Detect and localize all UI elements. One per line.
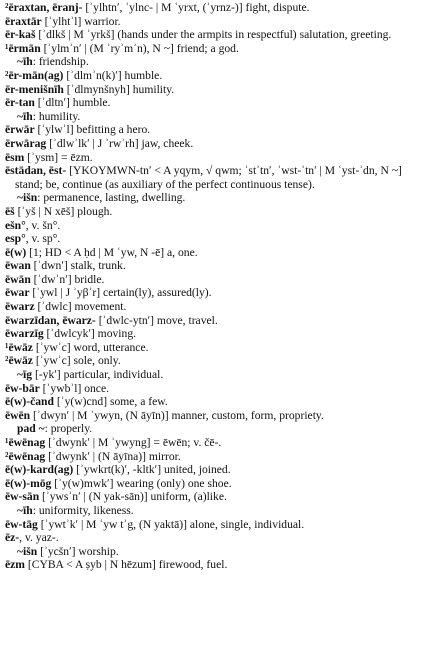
dictionary-entry [5, 15, 430, 29]
entry-headword: ēwar [5, 286, 30, 300]
dictionary-entry [5, 477, 430, 491]
entry-definition: [ʾylhtʾl] warrior. [41, 14, 121, 28]
entry-headword: ēr-tan [5, 96, 35, 110]
entry-definition: [ʾdlwʾlkʹ | J ʾrwʾrh] jaw, cheek. [46, 136, 194, 150]
entry-headword: ~išn [17, 544, 38, 558]
entry-definition: [ʾdwynʹ | M ʾywyn, (N āyīn)] manner, custom, form, propriety. [30, 408, 324, 422]
entry-headword: ēzm [5, 558, 25, 572]
entry-definition: [ʾdwlc-ytnʹ] move, travel. [95, 313, 218, 327]
entry-headword: ~īg [17, 368, 33, 382]
entry-headword: ēraxtār [5, 14, 42, 28]
entry-definition: , v. šn°. [25, 218, 61, 232]
entry-definition: [ʾdlmynšnyh] humility. [63, 82, 175, 96]
entry-definition: [ʾywtʾkʹ | M ʿyw tʾg, (N yaktā)] alone, single, individual. [37, 517, 305, 531]
entry-headword: ~īh [17, 55, 33, 69]
entry-headword: ēwarz [5, 300, 35, 314]
entry-definition: [ʾywʾc] sole, only. [32, 354, 121, 368]
entry-headword: ēwān [5, 272, 31, 286]
dictionary-entry [5, 259, 430, 273]
entry-definition: [ʾdwynkʹ | (N āyīna)] mirror. [45, 449, 181, 463]
entry-definition: [CYBA < A ṣyb | N hēzum] firewood, fuel. [24, 558, 228, 572]
dictionary-entry [5, 300, 430, 314]
entry-definition: : humility. [32, 109, 81, 123]
entry-headword: ēwan [5, 259, 31, 273]
dictionary-entry [5, 42, 430, 56]
entry-headword: ēwarzīg [5, 327, 44, 341]
dictionary-entry [5, 341, 430, 355]
entry-definition: [ʾywʾc] word, utterance. [32, 340, 149, 354]
entry-definition: [-ykʹ] particular, individual. [32, 368, 164, 382]
dictionary-entry [5, 368, 430, 382]
entry-headword: ¹ērmān [5, 41, 41, 55]
dictionary-entry [5, 463, 430, 477]
entry-definition: , v. sp°. [25, 232, 61, 246]
entry-headword: ¹ēwēnag [5, 436, 46, 449]
dictionary-entry [5, 354, 430, 368]
dictionary-entry [5, 151, 430, 165]
dictionary-entry [5, 137, 430, 151]
entry-definition: , v. yaz-. [19, 531, 59, 545]
dictionary-entry [5, 382, 430, 396]
entry-headword: esp° [5, 232, 26, 246]
dictionary-entry [5, 246, 430, 260]
dictionary-entry [5, 219, 430, 233]
entry-headword: ēstādan, ēst- [5, 164, 67, 178]
entry-headword: ēwarzīdan, ēwarz- [5, 313, 96, 327]
dictionary-entry [5, 518, 430, 532]
entry-definition: : properly. [44, 422, 93, 436]
entry-definition: [ʾdwynkʹ | M ʾywyng] = ēwēn; v. čē-. [45, 436, 222, 449]
entry-definition: [ʾywbʾl] once. [39, 381, 109, 395]
entry-definition: [ʾylwʾl] befitting a hero. [34, 123, 151, 137]
dictionary-entry [5, 191, 430, 205]
dictionary-entry [5, 545, 430, 559]
entry-definition: [ʾdlmʾn(k)ʹ] humble. [63, 68, 163, 82]
entry-headword: ēr-kaš [5, 28, 36, 42]
dictionary-entry [5, 436, 430, 450]
entry-headword: ¹ēwāz [5, 340, 33, 354]
entry-headword: ~īh [17, 503, 33, 517]
entry-list [5, 1, 430, 572]
entry-definition: [ʾyš | N xēš] plough. [14, 204, 113, 218]
dictionary-entry [5, 232, 430, 246]
entry-definition: : friendship. [32, 55, 89, 69]
entry-headword: ēsm [5, 150, 25, 164]
entry-definition: [ʾdwnʹ] stalk, trunk. [30, 259, 126, 273]
entry-headword: ešn° [5, 218, 26, 232]
entry-headword: ēw-tāg [5, 517, 38, 531]
dictionary-entry [5, 55, 430, 69]
entry-headword: ~īh [17, 109, 33, 123]
entry-definition: [ʾycšnʹ] worship. [37, 544, 119, 558]
entry-headword: ērwār [5, 123, 35, 137]
entry-headword: ēw-bār [5, 381, 40, 395]
entry-definition: [ʾdwʾnʹ] bridle. [30, 272, 105, 286]
dictionary-entry [5, 314, 430, 328]
entry-definition: [1; HD < A ḥd | M ʿyw, N -ē] a, one. [26, 245, 198, 259]
entry-definition: : uniformity, likeness. [32, 503, 134, 517]
entry-headword: ²ēraxtan, ēranj- [5, 1, 83, 14]
dictionary-entry [5, 83, 430, 97]
dictionary-entry [5, 205, 430, 219]
entry-definition: [ʾylmʾnʹ | (M ʾryʾmʾn), N ~] friend; a god. [40, 41, 239, 55]
dictionary-entry [5, 531, 430, 545]
dictionary-entry [5, 409, 430, 423]
entry-headword: ēwēn [5, 408, 31, 422]
dictionary-entry [5, 273, 430, 287]
dictionary-entry [5, 1, 430, 15]
dictionary-entry [5, 164, 430, 191]
dictionary-entry [5, 69, 430, 83]
entry-headword: ~išn [17, 191, 38, 205]
entry-definition: : permanence, lasting, dwelling. [37, 191, 186, 205]
entry-definition: [ʾdlkš | M ʾyrkš] (hands under the armpits in respectful) salutation, greeting. [35, 28, 392, 42]
dictionary-entry [5, 422, 430, 436]
entry-definition: [YKOYMWN-tnʹ < A yqym, √ qwm; ʾstʾtnʹ, ʾwst-ʾtnʹ | M ʿyst-ʾdn, N ~] stand; be, continue (as auxiliary of the perfect continuous tense). [15, 164, 402, 191]
entry-headword: ²ēwāz [5, 354, 33, 368]
entry-definition: [ʾdwlcykʹ] moving. [43, 327, 137, 341]
entry-headword: ²ēr-mān(ag) [5, 68, 64, 82]
dictionary-entry [5, 504, 430, 518]
entry-headword: ē(w)-kard(ag) [5, 463, 74, 477]
entry-headword: ē(w)-mōg [5, 476, 52, 490]
dictionary-entry [5, 558, 430, 572]
dictionary-entry [5, 286, 430, 300]
dictionary-entry [5, 28, 430, 42]
entry-headword: ēš [5, 204, 15, 218]
entry-definition: [ʾy(w)cnd] some, a few. [53, 395, 168, 409]
dictionary-entry [5, 123, 430, 137]
dictionary-entry [5, 490, 430, 504]
entry-headword: ēz- [5, 531, 20, 545]
dictionary-entry [5, 96, 430, 110]
entry-headword: pad ~ [17, 422, 45, 436]
entry-headword: ē(w)-čand [5, 395, 54, 409]
dictionary-entry [5, 327, 430, 341]
dictionary-entry [5, 395, 430, 409]
entry-headword: ērwārag [5, 136, 47, 150]
entry-definition: [ʾdltnʹ] humble. [34, 96, 111, 110]
entry-definition: [ʾywkrt(k)ʹ, -kltkʹ] united, joined. [73, 463, 231, 477]
entry-definition: [ʾywsʾnʹ | (N yak-sān)] uniform, (a)like. [39, 490, 227, 504]
dictionary-entry [5, 110, 430, 124]
entry-definition: [ʾy(w)mwkʹ] wearing (only) one shoe. [51, 476, 232, 490]
entry-headword: ēw-sān [5, 490, 40, 504]
dictionary-entry [5, 450, 430, 464]
entry-definition: [ʾdwlc] movement. [34, 300, 127, 314]
entry-headword: ²ēwēnag [5, 449, 46, 463]
entry-headword: ē(w) [5, 245, 27, 259]
entry-headword: ēr-menišnīh [5, 82, 64, 96]
entry-definition: [ʾywl | J ʾyβʾr] certain(ly), assured(ly). [29, 286, 212, 300]
entry-definition: [ʾylhtnʹ, ʾylnc- | M ʿyrxt, (ʾyrnz-)] fight, dispute. [82, 1, 310, 14]
entry-definition: [ʾysm] = ēzm. [24, 150, 93, 164]
